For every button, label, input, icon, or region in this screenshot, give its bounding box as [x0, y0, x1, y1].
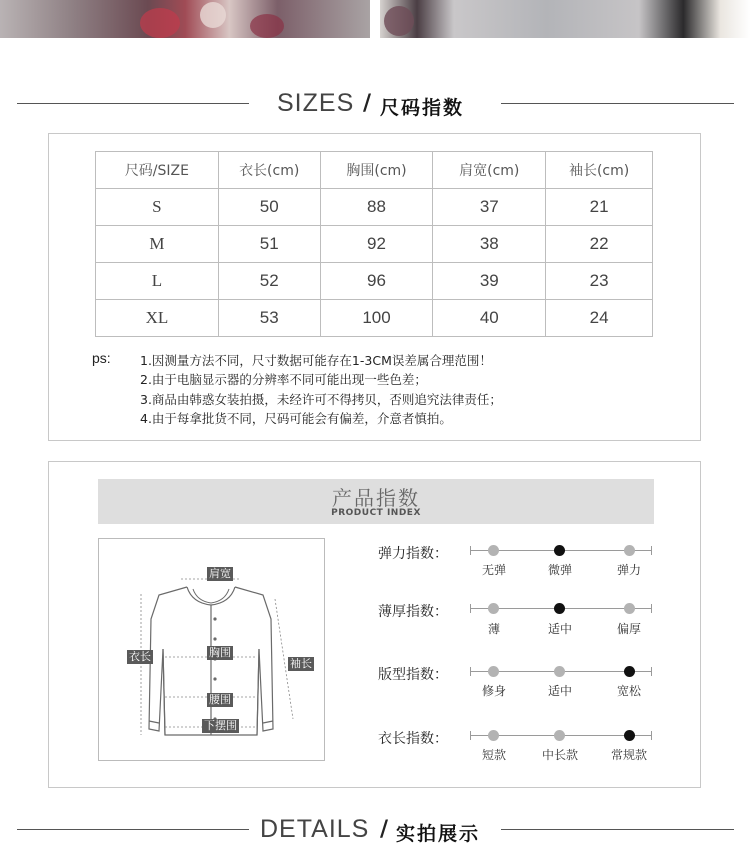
cell-chest: 96 — [320, 263, 433, 300]
diagram-label-shoulder: 肩宽 — [209, 567, 231, 580]
header-length: 衣长(cm) — [218, 152, 320, 189]
index-option: 修身 — [481, 684, 506, 698]
table-row — [96, 226, 653, 263]
note-line: 2.由于电脑显示器的分辨率不同可能出现一些色差； — [140, 372, 427, 387]
size-table-header — [96, 152, 653, 189]
cell-length: 53 — [218, 300, 320, 337]
product-index-title-en: PRODUCT INDEX — [331, 508, 421, 518]
product-photo-right — [380, 0, 750, 38]
cell-shoulder: 39 — [433, 263, 546, 300]
cell-size: XL — [96, 300, 219, 337]
table-row — [96, 300, 653, 337]
index-option: 宽松 — [616, 684, 641, 698]
table-row — [96, 189, 653, 226]
cell-length: 51 — [218, 226, 320, 263]
cell-sleeve: 23 — [546, 263, 653, 300]
index-option: 偏厚 — [616, 622, 641, 636]
product-photo-left — [0, 0, 370, 38]
index-scale — [470, 729, 652, 743]
table-row — [96, 263, 653, 300]
note-line: 1.因测量方法不同，尺寸数据可能存在1-3CM误差属合理范围！ — [140, 353, 492, 368]
size-table — [95, 151, 653, 337]
index-option: 短款 — [481, 748, 506, 762]
cell-chest: 92 — [320, 226, 433, 263]
cell-sleeve: 22 — [546, 226, 653, 263]
index-option: 弹力 — [616, 563, 641, 577]
scale-dot — [488, 545, 499, 556]
scale-dot — [488, 603, 499, 614]
scale-dot — [488, 666, 499, 677]
scale-dot-selected — [624, 730, 635, 741]
note-line: 3.商品由韩惑女装拍摄，未经许可不得拷贝，否则追究法律责任； — [140, 392, 502, 407]
cell-size: L — [96, 263, 219, 300]
index-option: 中长款 — [541, 748, 578, 762]
cell-shoulder: 40 — [433, 300, 546, 337]
index-scale — [470, 544, 652, 558]
product-index-header — [98, 479, 654, 524]
details-title-zh: 实拍展示 — [396, 823, 481, 845]
diagram-label-sleeve: 袖长 — [290, 657, 312, 670]
header-sleeve: 袖长(cm) — [546, 152, 653, 189]
cell-length: 52 — [218, 263, 320, 300]
header-shoulder: 肩宽(cm) — [433, 152, 546, 189]
diagram-label-waist: 腰围 — [209, 693, 231, 706]
scale-dot-selected — [554, 603, 565, 614]
scale-dot — [554, 666, 565, 677]
scale-dot-selected — [554, 545, 565, 556]
index-scale — [470, 602, 652, 616]
scale-dot — [488, 730, 499, 741]
index-option: 适中 — [547, 622, 572, 636]
sizes-title-slash: / — [363, 91, 372, 116]
cell-size: M — [96, 226, 219, 263]
cell-length: 50 — [218, 189, 320, 226]
index-label: 薄厚指数： — [378, 604, 448, 620]
index-option: 微弹 — [547, 563, 572, 577]
title-divider-right — [501, 103, 734, 104]
index-label: 版型指数： — [378, 667, 448, 683]
cell-sleeve: 21 — [546, 189, 653, 226]
note-line: 4.由于每拿批货不同，尺码可能会有偏差，介意者慎拍。 — [140, 411, 452, 426]
scale-dot — [624, 603, 635, 614]
shirt-measurement-diagram — [98, 538, 325, 761]
header-chest: 胸围(cm) — [320, 152, 433, 189]
cell-size: S — [96, 189, 219, 226]
scale-dot-selected — [624, 666, 635, 677]
index-option: 无弹 — [481, 563, 506, 577]
sizes-section-title — [0, 84, 750, 124]
index-option: 常规款 — [610, 748, 647, 762]
sizes-title-en: SIZES — [277, 89, 355, 117]
cell-shoulder: 37 — [433, 189, 546, 226]
cell-sleeve: 24 — [546, 300, 653, 337]
product-index-title-zh: 产品指数 — [332, 486, 420, 510]
details-title-en: DETAILS — [260, 815, 370, 843]
index-label: 衣长指数： — [378, 731, 448, 747]
cell-chest: 100 — [320, 300, 433, 337]
title-divider-left — [17, 829, 249, 830]
diagram-label-hem: 下摆围 — [204, 719, 237, 732]
index-option: 薄 — [487, 622, 500, 636]
details-title-slash: / — [380, 817, 389, 842]
diagram-label-length: 衣长 — [129, 650, 151, 663]
diagram-label-chest: 胸围 — [209, 646, 231, 659]
index-option: 适中 — [547, 684, 572, 698]
title-divider-right — [501, 829, 734, 830]
header-size: 尺码/SIZE — [96, 152, 219, 189]
sizes-title-zh: 尺码指数 — [380, 97, 465, 119]
cell-chest: 88 — [320, 189, 433, 226]
index-scale — [470, 665, 652, 679]
details-section-title — [0, 810, 750, 850]
cell-shoulder: 38 — [433, 226, 546, 263]
title-divider-left — [17, 103, 249, 104]
scale-dot — [624, 545, 635, 556]
index-label: 弹力指数： — [378, 546, 448, 562]
notes-ps-label: ps: — [92, 350, 111, 366]
scale-dot — [554, 730, 565, 741]
